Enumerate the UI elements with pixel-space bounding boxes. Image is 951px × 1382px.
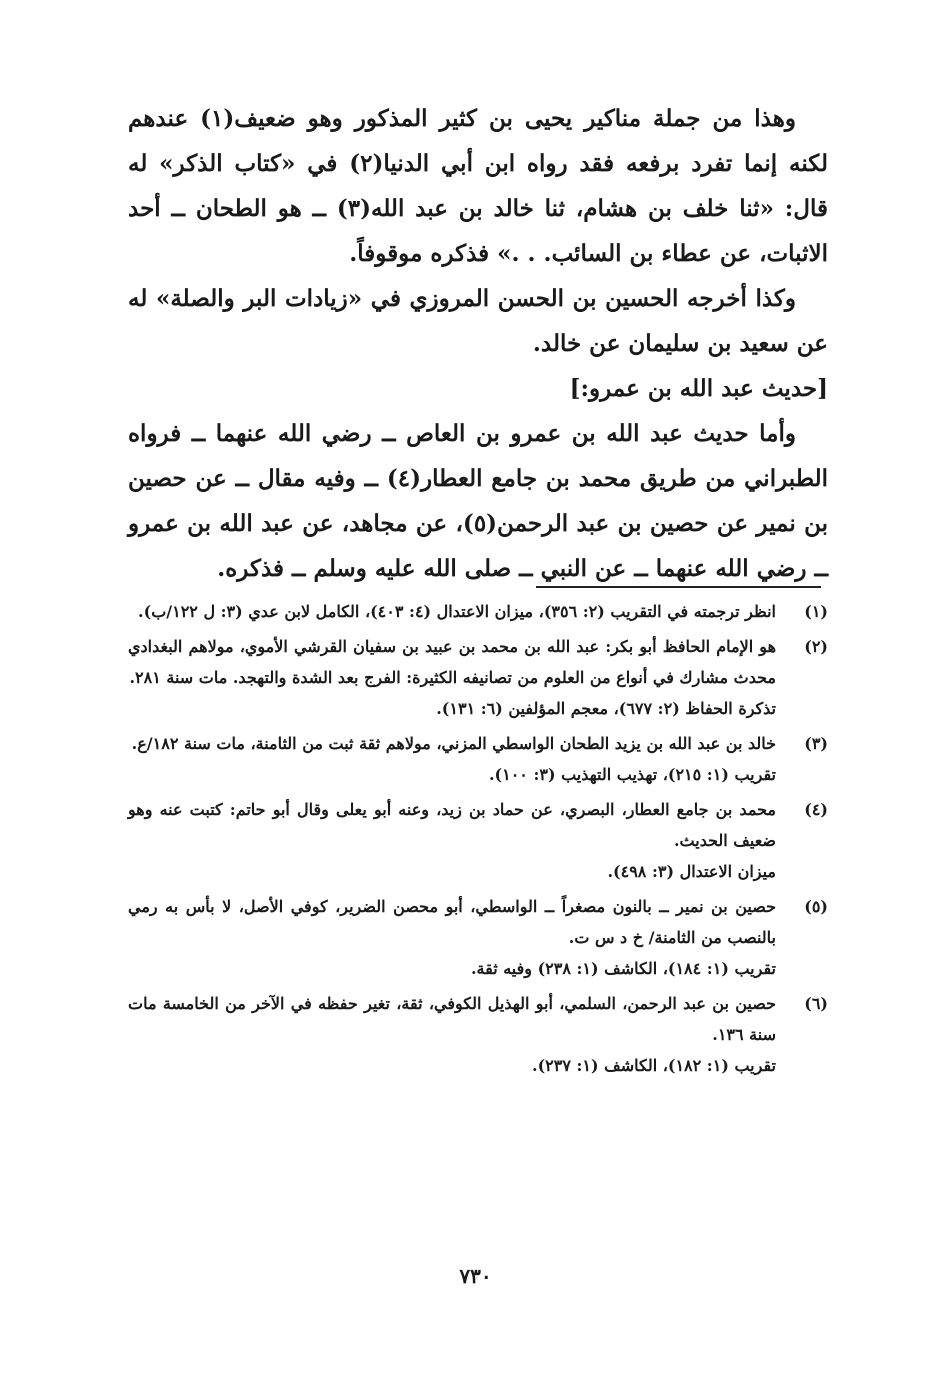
footnote-5 (128, 891, 828, 984)
footnote-source: تذكرة الحفاظ (٢: ٦٧٧)، معجم المؤلفين (٦: ١٣١). (436, 699, 776, 718)
footnote-number: (٢) (804, 637, 828, 656)
main-text (128, 96, 828, 591)
footnote-6 (128, 988, 828, 1081)
footnote-source: ميزان الاعتدال (٣: ٤٩٨). (607, 862, 776, 881)
footnotes (128, 596, 828, 1085)
footnote-text: حصين بن نمير ــ بالنون مصغراً ــ الواسطي، أبو محصن الضرير، كوفي الأصل، لا بأس به رمي بالنصب من الثامنة/ خ د س ت. (128, 897, 776, 947)
paragraph-3: وأما حديث عبد الله بن عمرو بن العاص ــ رضي الله عنهما ــ فرواه الطبراني من طريق محمد بن جامع العطار(٤) ــ وفيه مقال ــ عن حصين بن نمير عن حصين بن عبد الرحمن(٥)، عن مجاهد، عن عبد الله بن عمرو ــ رضي الله عنهما ــ عن النبي ــ صلى الله عليه وسلم ــ فذكره. (128, 420, 828, 582)
footnote-divider (536, 586, 821, 588)
footnote-body (128, 631, 776, 724)
footnote-body (128, 891, 776, 984)
footnote-body (128, 596, 776, 627)
page-number: ٧٣٠ (459, 1264, 492, 1288)
footnote-2 (128, 631, 828, 724)
footnote-source: تقريب (١: ١٨٤)، الكاشف (١: ٢٣٨) وفيه ثقة. (470, 959, 776, 978)
footnote-1 (128, 596, 828, 627)
paragraph-2: وكذا أخرجه الحسين بن الحسن المروزي في «زيادات البر والصلة» له عن سعيد بن سليمان عن خالد. (128, 285, 828, 357)
footnote-text: محمد بن جامع العطار، البصري، عن حماد بن زيد، وعنه أبو يعلى وقال أبو حاتم: كتبت عنه وهو ضعيف الحديث. (128, 800, 776, 850)
footnote-text: حصين بن عبد الرحمن، السلمي، أبو الهذيل الكوفي، ثقة، تغير حفظه في الآخر من الخامسة مات سنة ١٣٦. (128, 994, 776, 1044)
paragraph-1: وهذا من جملة مناكير يحيى بن كثير المذكور وهو ضعيف(١) عندهم لكنه إنما تفرد برفعه فقد رواه ابن أبي الدنيا(٢) في «كتاب الذكر» له قال: «ثنا خلف بن هشام، ثنا خالد بن عبد الله(٣) ــ هو الطحان ــ أحد الاثبات، عن عطاء بن السائب. . .» فذكره موقوفاً. (128, 105, 829, 267)
footnote-source: تقريب (١: ٢١٥)، تهذيب التهذيب (٣: ١٠٠). (488, 765, 776, 784)
footnote-number: (٥) (804, 897, 828, 916)
footnote-3 (128, 728, 828, 790)
footnote-number: (٤) (804, 800, 828, 819)
footnote-body (128, 988, 776, 1081)
footnote-4 (128, 794, 828, 887)
footnote-text: خالد بن عبد الله بن يزيد الطحان الواسطي المزني، مولاهم ثقة ثبت من الثامنة، مات سنة ١٨٢/ع. (131, 734, 776, 753)
footnote-text: هو الإمام الحافظ أبو بكر: عبد الله بن محمد بن عبيد بن سفيان القرشي الأموي، مولاهم البغدادي محدث مشارك في أنواع من العلوم من تصانيفه الكثيرة: الفرج بعد الشدة والتهجد. مات سنة ٢٨١. (128, 637, 776, 687)
footnote-source: تقريب (١: ١٨٢)، الكاشف (١: ٢٣٧). (532, 1056, 776, 1075)
footnote-number: (٦) (804, 994, 828, 1013)
section-heading: [حديث عبد الله بن عمرو:] (569, 375, 828, 402)
footnote-number: (١) (804, 602, 828, 621)
footnote-number: (٣) (804, 734, 828, 753)
footnote-body (128, 794, 776, 887)
footnote-body (128, 728, 776, 790)
footnote-text: انظر ترجمته في التقريب (٢: ٣٥٦)، ميزان الاعتدال (٤: ٤٠٣)، الكامل لابن عدي (٣: ل ١٢٢/ب). (138, 602, 776, 621)
